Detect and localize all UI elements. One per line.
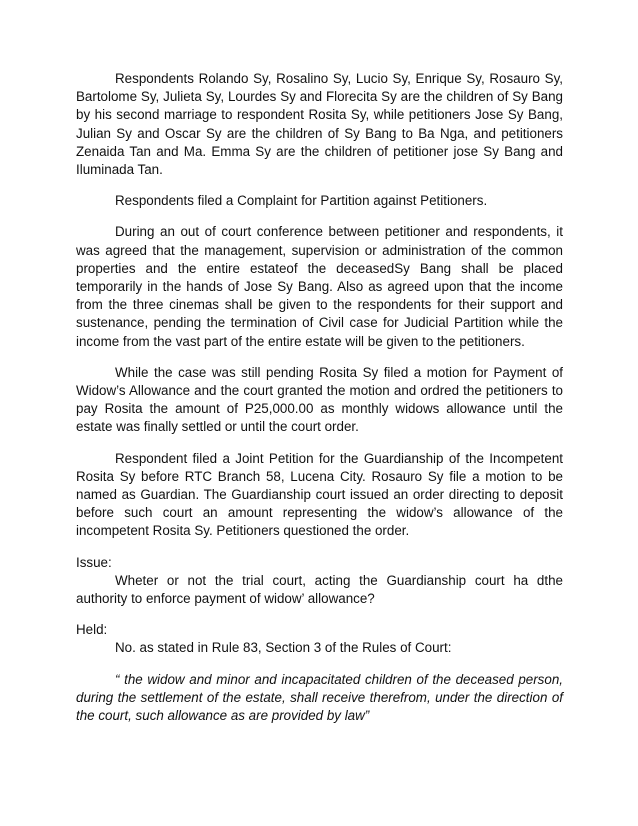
- paragraph-parties: Respondents Rolando Sy, Rosalino Sy, Lucio Sy, Enrique Sy, Rosauro Sy, Bartolome Sy, Julieta Sy, Lourdes Sy and Florecita Sy are the children of Sy Bang by his second marriage to respondent Rosita Sy, while petitioners Jose Sy Bang, Julian Sy and Oscar Sy are the children of Sy Bang to Ba Nga, and petitioners Zenaida Tan and Ma. Emma Sy are the children of petitioner jose Sy Bang and Iluminada Tan.: [76, 71, 563, 178]
- paragraph-complaint: Respondents filed a Complaint for Partition against Petitioners.: [115, 193, 488, 209]
- rule-quote: “ the widow and minor and incapacitated children of the deceased person, during the settlement of the estate, shall receive therefrom, under the direction of the court, such allowance as are provided by law”: [76, 671, 563, 724]
- paragraph-conference: During an out of court conference between petitioner and respondents, it was agreed that the management, supervision or administration of the common properties and the entire estateof the deceasedSy Bang shall be placed temporarily in the hands of Jose Sy Bang. Also as agreed upon that the income from the three cinemas shall be given to the respondents for their support and sustenance, pending the termination of Civil case for Judicial Partition while the income from the vast part of the entire estate will be given to the petitioners.: [76, 224, 563, 349]
- issue-label: Issue:: [76, 554, 112, 570]
- held-label: Held:: [76, 622, 108, 638]
- held-text: No. as stated in Rule 83, Section 3 of the Rules of Court:: [115, 640, 452, 656]
- paragraph-widow-allowance: While the case was still pending Rosita Sy filed a motion for Payment of Widow’s Allowance and the court granted the motion and ordred the petitioners to pay Rosita the amount of P25,000.00 as monthly widows allowance until the estate was finally settled or until the court order.: [76, 364, 563, 435]
- paragraph-guardianship: Respondent filed a Joint Petition for the Guardianship of the Incompetent Rosita Sy before RTC Branch 58, Lucena City. Rosauro Sy file a motion to be named as Guardian. The Guardianship court issued an order directing to deposit before such court an amount representing the widow’s allowance of the incompetent Rosita Sy. Petitioners questioned the order.: [76, 450, 563, 539]
- issue-text: Wheter or not the trial court, acting the Guardianship court ha dthe authority to enforce payment of widow’ allowance?: [76, 572, 563, 607]
- document-body: [76, 70, 563, 738]
